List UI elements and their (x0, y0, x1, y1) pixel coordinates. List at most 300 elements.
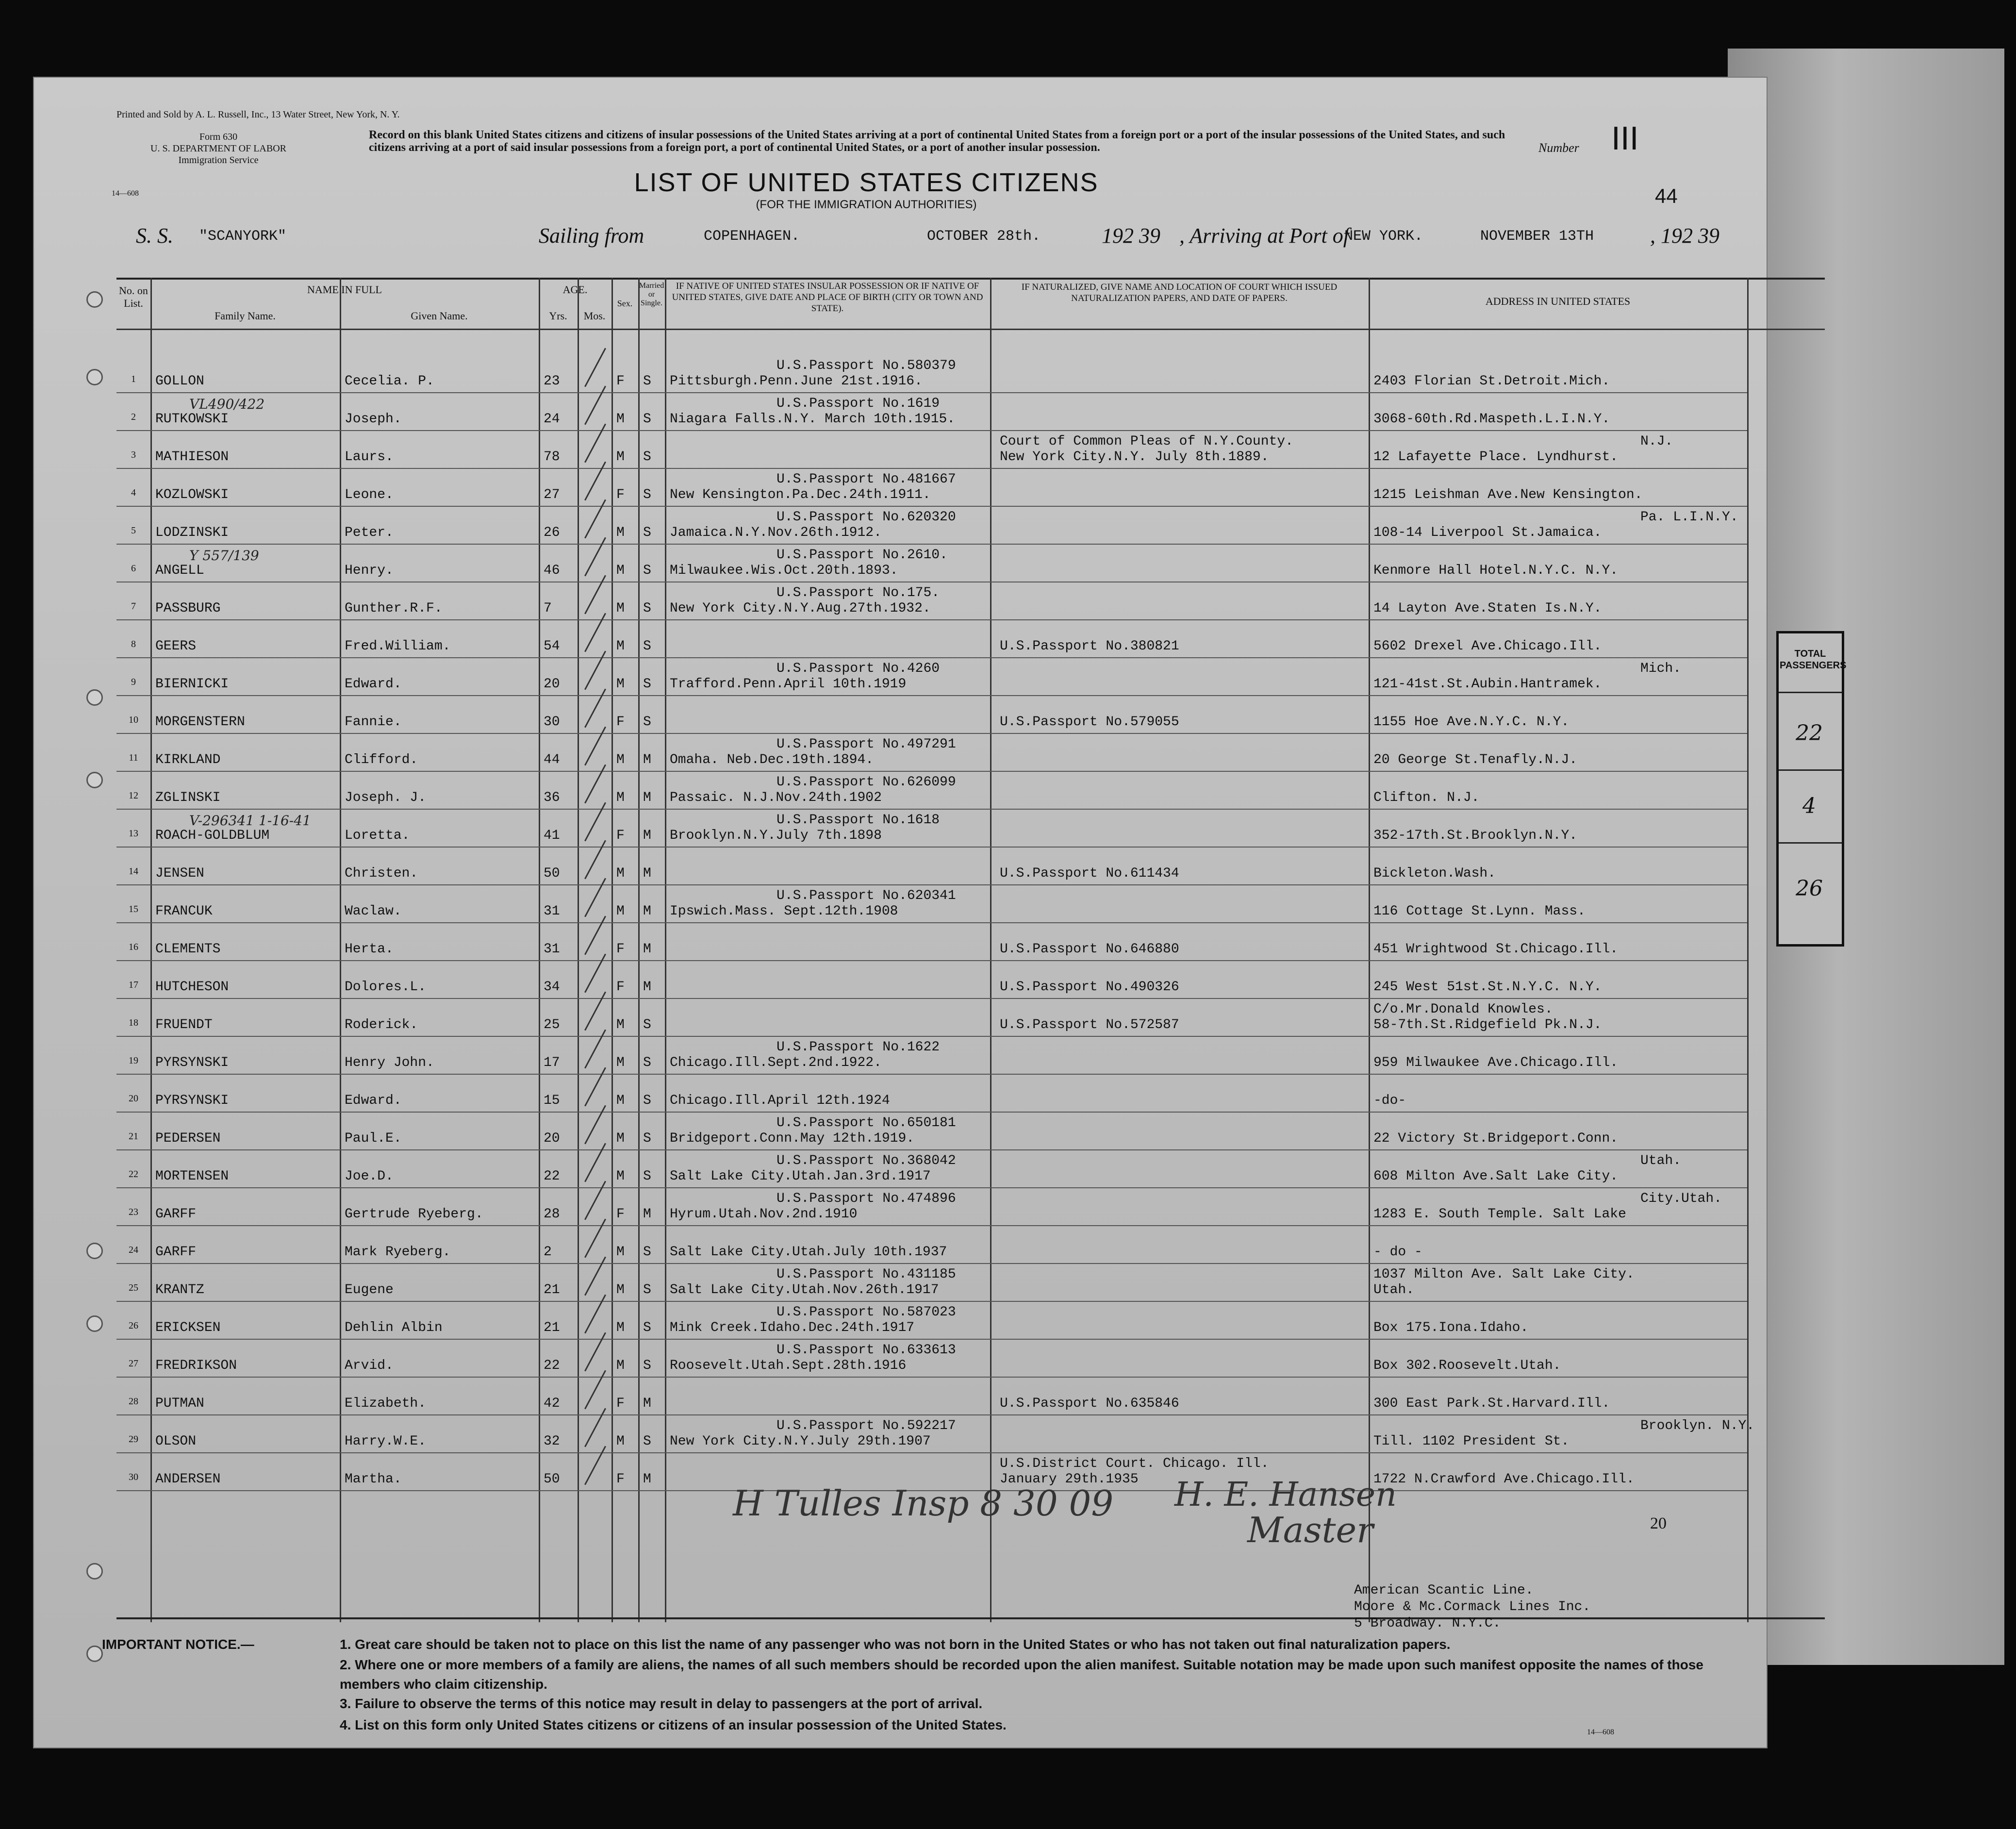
company-line: Moore & Mc.Cormack Lines Inc. (1354, 1599, 1591, 1614)
family-name: ANDERSEN (155, 1472, 221, 1487)
address-line-2: 116 Cottage St.Lynn. Mass. (1373, 904, 1586, 919)
naturalization-detail: New York City.N.Y. July 8th.1889. (1000, 449, 1269, 465)
sex: F (616, 487, 625, 502)
table-row (116, 961, 1747, 999)
totals-label: TOTAL PASSENGERS (1780, 648, 1847, 671)
header-name-in-full: NAME IN FULL (307, 283, 382, 296)
native-passport: U.S.Passport No.1619 (777, 396, 940, 411)
address-line-2: 121-41st.St.Aubin.Hantramek. (1373, 677, 1602, 692)
sex: M (616, 449, 625, 465)
row-number: 9 (131, 677, 136, 687)
service: Immigration Service (178, 155, 259, 166)
age-years: 28 (544, 1207, 560, 1222)
family-name: MORGENSTERN (155, 715, 245, 730)
year-from: 192 39 (1102, 224, 1160, 248)
given-name: Eugene (345, 1282, 394, 1297)
family-name: KOZLOWSKI (155, 487, 229, 502)
family-name: LODZINSKI (155, 525, 229, 540)
family-name: GEERS (155, 639, 197, 654)
age-years: 32 (544, 1434, 560, 1449)
native-birth: Salt Lake City.Utah.Nov.26th.1917 (670, 1282, 939, 1297)
sex: M (616, 1282, 625, 1297)
native-birth: Milwaukee.Wis.Oct.20th.1893. (670, 563, 898, 578)
native-birth: Pittsburgh.Penn.June 21st.1916. (670, 374, 923, 389)
given-name: Fannie. (345, 715, 402, 730)
sex: F (616, 1396, 625, 1411)
header-yrs: Yrs. (549, 310, 567, 322)
ship-name: "SCANYORK" (199, 228, 287, 245)
age-years: 7 (544, 601, 552, 616)
sex: F (616, 715, 625, 730)
address-line-1: Utah. (1640, 1153, 1682, 1168)
marital-status: M (643, 752, 651, 767)
address-line-1: Pa. L.I.N.Y. (1640, 510, 1738, 525)
footer-number: 20 (1650, 1514, 1667, 1532)
marital-status: S (643, 1434, 651, 1449)
address-line-2: - do - (1373, 1245, 1422, 1260)
age-years: 50 (544, 866, 560, 881)
given-name: Edward. (345, 677, 402, 692)
address-line-2: -do- (1373, 1093, 1406, 1108)
family-name: GARFF (155, 1245, 197, 1260)
passenger-table (116, 278, 1825, 1622)
native-passport: U.S.Passport No.587023 (777, 1305, 956, 1320)
given-name: Martha. (345, 1472, 402, 1487)
arriving-label: , Arriving at Port of (1179, 224, 1349, 248)
table-row (116, 1302, 1747, 1340)
family-name: PYRSYNSKI (155, 1055, 229, 1070)
table-row (116, 696, 1747, 734)
age-years: 23 (544, 374, 560, 389)
native-birth: Jamaica.N.Y.Nov.26th.1912. (670, 525, 882, 540)
punch-hole (86, 772, 103, 788)
given-name: Roderick. (345, 1017, 418, 1032)
company-line: 5 Broadway. N.Y.C. (1354, 1616, 1501, 1631)
inspector-signature: H Tulles Insp 8 30 09 (733, 1483, 1114, 1524)
sex: M (616, 412, 625, 427)
address-line-2: 3068-60th.Rd.Maspeth.L.I.N.Y. (1373, 412, 1610, 427)
notice-item-1: 1. Great care should be taken not to place on this list the name of any passenger who was not born in the United States or who has not taken out final naturalization papers. (340, 1637, 1451, 1652)
table-row (116, 507, 1747, 545)
table-row (116, 1340, 1747, 1378)
marital-status: M (643, 1396, 651, 1411)
family-name: KRANTZ (155, 1282, 204, 1297)
marital-status: M (643, 1472, 651, 1487)
total-passengers-box (1776, 631, 1847, 947)
marital-status: S (643, 601, 651, 616)
totals-divider (1779, 769, 1842, 771)
native-birth: New York City.N.Y.July 29th.1907 (670, 1434, 931, 1449)
row-number: 19 (129, 1055, 138, 1066)
age-years: 36 (544, 790, 560, 805)
native-passport: U.S.Passport No.580379 (777, 358, 956, 373)
table-row (116, 545, 1747, 582)
given-name: Elizabeth. (345, 1396, 427, 1411)
address-line-2: Box 175.Iona.Idaho. (1373, 1320, 1529, 1335)
header-age: AGE. (562, 283, 588, 296)
given-name: Peter. (345, 525, 394, 540)
age-years: 27 (544, 487, 560, 502)
handwritten-annotation: VL490/422 (189, 396, 265, 412)
address-line-2: 451 Wrightwood St.Chicago.Ill. (1373, 942, 1619, 957)
native-birth: Salt Lake City.Utah.July 10th.1937 (670, 1245, 947, 1260)
table-row (116, 620, 1747, 658)
marital-status: M (643, 866, 651, 881)
age-years: 46 (544, 563, 560, 578)
sex: M (616, 1017, 625, 1032)
given-name: Paul.E. (345, 1131, 402, 1146)
family-name: JENSEN (155, 866, 204, 881)
address-line-2: 12 Lafayette Place. Lyndhurst. (1373, 449, 1619, 465)
family-name: PEDERSEN (155, 1131, 221, 1146)
naturalization-detail: U.S.Passport No.572587 (1000, 1017, 1179, 1032)
given-name: Mark Ryeberg. (345, 1245, 451, 1260)
manifest-sheet (34, 78, 1767, 1747)
form-info (107, 131, 330, 166)
family-name: CLEMENTS (155, 942, 221, 957)
header-bottom-rule (116, 329, 1825, 330)
row-number: 5 (131, 525, 136, 536)
punch-hole (86, 1563, 103, 1580)
native-birth: Brooklyn.N.Y.July 7th.1898 (670, 828, 882, 843)
marital-status: S (643, 1320, 651, 1335)
naturalization-detail: U.S.Passport No.380821 (1000, 639, 1179, 654)
family-name: ROACH-GOLDBLUM (155, 828, 270, 843)
table-row (116, 431, 1747, 469)
table-top-rule (116, 278, 1825, 280)
family-name: PASSBURG (155, 601, 221, 616)
given-name: Joe.D. (345, 1169, 394, 1184)
address-line-1: N.J. (1640, 434, 1673, 449)
address-line-2: Kenmore Hall Hotel.N.Y.C. N.Y. (1373, 563, 1619, 578)
address-line-2: 1215 Leishman Ave.New Kensington. (1373, 487, 1643, 502)
given-name: Gertrude Ryeberg. (345, 1207, 483, 1222)
table-row (116, 1113, 1747, 1150)
native-passport: U.S.Passport No.175. (777, 585, 940, 600)
printer-credit: Printed and Sold by A. L. Russell, Inc., 13 Water Street, New York, N. Y. (116, 109, 400, 120)
bottom-form-code: 14—608 (1587, 1728, 1614, 1736)
marital-status: S (643, 677, 651, 692)
marital-status: S (643, 1017, 651, 1032)
table-row (116, 1075, 1747, 1113)
age-years: 31 (544, 904, 560, 919)
row-number: 28 (129, 1396, 138, 1407)
master-title: Master (1247, 1510, 1373, 1550)
given-name: Laurs. (345, 449, 394, 465)
row-number: 15 (129, 904, 138, 914)
row-number: 13 (129, 828, 138, 839)
table-row (116, 1037, 1747, 1075)
punch-hole (86, 1315, 103, 1332)
naturalization-detail: U.S.Passport No.611434 (1000, 866, 1179, 881)
number-label: Number (1538, 141, 1579, 155)
given-name: Edward. (345, 1093, 402, 1108)
port-to: NEW YORK. (1344, 228, 1423, 245)
sex: M (616, 639, 625, 654)
address-line-2: 58-7th.St.Ridgefield Pk.N.J. (1373, 1017, 1602, 1032)
marital-status: S (643, 1093, 651, 1108)
notice-item-4: 4. List on this form only United States citizens or citizens of an insular possession of the United States. (340, 1717, 1007, 1732)
given-name: Henry John. (345, 1055, 434, 1070)
address-line-1: Brooklyn. N.Y. (1640, 1418, 1755, 1433)
header-mos: Mos. (583, 310, 606, 322)
age-years: 34 (544, 980, 560, 995)
row-number: 23 (129, 1207, 138, 1217)
page-number: 44 (1655, 184, 1678, 207)
family-name: HUTCHESON (155, 980, 229, 995)
table-row (116, 355, 1747, 393)
marital-status: M (643, 790, 651, 805)
native-passport: U.S.Passport No.474896 (777, 1191, 956, 1206)
native-birth: Mink Creek.Idaho.Dec.24th.1917 (670, 1320, 915, 1335)
header-married: Married or Single. (639, 282, 664, 307)
family-name: OLSON (155, 1434, 197, 1449)
sailing-from-label: Sailing from (539, 224, 644, 248)
marital-status: M (643, 1207, 651, 1222)
native-birth: New Kensington.Pa.Dec.24th.1911. (670, 487, 931, 502)
date-from: OCTOBER 28th. (927, 228, 1041, 245)
sex: M (616, 601, 625, 616)
punch-hole (86, 1243, 103, 1259)
family-name: ANGELL (155, 563, 204, 578)
punch-hole (86, 369, 103, 385)
native-passport: U.S.Passport No.481667 (777, 472, 956, 487)
marital-status: S (643, 1055, 651, 1070)
address-line-2: 108-14 Liverpool St.Jamaica. (1373, 525, 1602, 540)
totals-divider (1779, 692, 1842, 693)
given-name: Joseph. J. (345, 790, 427, 805)
given-name: Herta. (345, 942, 394, 957)
native-birth: Roosevelt.Utah.Sept.28th.1916 (670, 1358, 907, 1373)
row-number: 8 (131, 639, 136, 649)
address-line-2: 14 Layton Ave.Staten Is.N.Y. (1373, 601, 1602, 616)
given-name: Joseph. (345, 412, 402, 427)
naturalization-court: U.S.District Court. Chicago. Ill. (1000, 1456, 1269, 1471)
native-passport: U.S.Passport No.368042 (777, 1153, 956, 1168)
given-name: Cecelia. P. (345, 374, 434, 389)
native-passport: U.S.Passport No.4260 (777, 661, 940, 676)
row-number: 4 (131, 487, 136, 498)
native-passport: U.S.Passport No.633613 (777, 1343, 956, 1358)
totals-citizens: 22 (1796, 721, 1823, 746)
form-code: 14—608 (112, 189, 139, 198)
address-line-2: 1722 N.Crawford Ave.Chicago.Ill. (1373, 1472, 1635, 1487)
punch-hole (86, 689, 103, 706)
year-to: , 192 39 (1650, 224, 1719, 248)
address-line-1: C/o.Mr.Donald Knowles. (1373, 1002, 1553, 1017)
header-given-name: Given Name. (411, 310, 468, 322)
department: U. S. DEPARTMENT OF LABOR (150, 143, 286, 154)
marital-status: S (643, 715, 651, 730)
table-row (116, 582, 1747, 620)
sex: F (616, 374, 625, 389)
marital-status: S (643, 412, 651, 427)
row-number: 17 (129, 980, 138, 990)
punch-hole (86, 291, 103, 308)
native-birth: Passaic. N.J.Nov.24th.1902 (670, 790, 882, 805)
given-name: Waclaw. (345, 904, 402, 919)
age-years: 26 (544, 525, 560, 540)
native-passport: U.S.Passport No.1622 (777, 1040, 940, 1055)
age-years: 54 (544, 639, 560, 654)
ditto-stroke (584, 348, 606, 387)
master-signature: H. E. Hansen (1174, 1476, 1397, 1514)
native-passport: U.S.Passport No.2610. (777, 548, 948, 563)
marital-status: M (643, 904, 651, 919)
age-years: 2 (544, 1245, 552, 1260)
ss-label: S. S. (136, 224, 173, 248)
marital-status: S (643, 1282, 651, 1297)
family-name: GARFF (155, 1207, 197, 1222)
address-line-2: Bickleton.Wash. (1373, 866, 1496, 881)
address-line-2: Till. 1102 President St. (1373, 1434, 1570, 1449)
table-row (116, 1264, 1747, 1302)
given-name: Gunther.R.F. (345, 601, 443, 616)
given-name: Dehlin Albin (345, 1320, 443, 1335)
form-number: Form 630 (199, 132, 238, 142)
address-line-2: Clifton. N.J. (1373, 790, 1480, 805)
page-subtitle: (FOR THE IMMIGRATION AUTHORITIES) (756, 198, 977, 211)
row-number: 11 (129, 752, 138, 763)
record-instructions: Record on this blank United States citizens and citizens of insular possessions of the United States arriving at a port of continental United States from a foreign port or a port of the insular possessions of the United States, and such citizens arriving at a port of said insular possessions from a foreign port, a port of continental United States, or a port of another insular possession. (369, 129, 1505, 154)
row-number: 6 (131, 563, 136, 574)
native-birth: Trafford.Penn.April 10th.1919 (670, 677, 907, 692)
table-row (116, 1415, 1755, 1453)
sex: F (616, 980, 625, 995)
native-passport: U.S.Passport No.620320 (777, 510, 956, 525)
marital-status: S (643, 1169, 651, 1184)
sex: M (616, 1169, 625, 1184)
age-years: 24 (544, 412, 560, 427)
age-years: 44 (544, 752, 560, 767)
table-row (116, 772, 1747, 810)
native-birth: Omaha. Neb.Dec.19th.1894. (670, 752, 874, 767)
naturalization-detail: January 29th.1935 (1000, 1472, 1139, 1487)
family-name: RUTKOWSKI (155, 412, 229, 427)
port-from: COPENHAGEN. (704, 228, 800, 245)
naturalization-court: Court of Common Pleas of N.Y.County. (1000, 434, 1293, 449)
native-birth: Chicago.Ill.April 12th.1924 (670, 1093, 890, 1108)
sex: M (616, 525, 625, 540)
row-number: 2 (131, 412, 136, 422)
row-number: 1 (131, 374, 136, 384)
handwritten-annotation: V-296341 1-16-41 (189, 813, 311, 829)
family-name: FREDRIKSON (155, 1358, 237, 1373)
marital-status: S (643, 1131, 651, 1146)
address-line-2: 300 East Park.St.Harvard.Ill. (1373, 1396, 1610, 1411)
row-number: 27 (129, 1358, 138, 1369)
header-sex: Sex. (617, 299, 633, 308)
age-years: 41 (544, 828, 560, 843)
address-line-1: City.Utah. (1640, 1191, 1722, 1206)
age-years: 17 (544, 1055, 560, 1070)
marital-status: M (643, 828, 651, 843)
age-years: 31 (544, 942, 560, 957)
family-name: MORTENSEN (155, 1169, 229, 1184)
row-number: 25 (129, 1282, 138, 1293)
native-passport: U.S.Passport No.592217 (777, 1418, 956, 1433)
address-line-1: 1037 Milton Ave. Salt Lake City. (1373, 1267, 1635, 1282)
native-birth: Salt Lake City.Utah.Jan.3rd.1917 (670, 1169, 931, 1184)
table-row (116, 658, 1747, 696)
age-years: 50 (544, 1472, 560, 1487)
address-line-2: 20 George St.Tenafly.N.J. (1373, 752, 1578, 767)
marital-status: S (643, 639, 651, 654)
given-name: Christen. (345, 866, 418, 881)
row-number: 14 (129, 866, 138, 877)
sex: M (616, 1320, 625, 1335)
given-name: Fred.William. (345, 639, 451, 654)
header-address: ADDRESS IN UNITED STATES (1485, 295, 1631, 307)
company-line: American Scantic Line. (1354, 1583, 1534, 1598)
family-name: PUTMAN (155, 1396, 204, 1411)
table-row (116, 885, 1747, 923)
row-number: 26 (129, 1320, 138, 1331)
age-years: 42 (544, 1396, 560, 1411)
row-number: 29 (129, 1434, 138, 1445)
given-name: Loretta. (345, 828, 410, 843)
address-line-2: 1283 E. South Temple. Salt Lake (1373, 1207, 1626, 1222)
address-line-2: 1155 Hoe Ave.N.Y.C. N.Y. (1373, 715, 1570, 730)
address-line-2: Box 302.Roosevelt.Utah. (1373, 1358, 1561, 1373)
age-years: 15 (544, 1093, 560, 1108)
address-line-2: 5602 Drexel Ave.Chicago.Ill. (1373, 639, 1602, 654)
notice-label: IMPORTANT NOTICE.— (102, 1637, 254, 1652)
family-name: MATHIESON (155, 449, 229, 465)
table-row (116, 1150, 1747, 1188)
punch-hole (86, 1646, 103, 1662)
age-years: 20 (544, 1131, 560, 1146)
native-birth: Hyrum.Utah.Nov.2nd.1910 (670, 1207, 858, 1222)
age-years: 21 (544, 1282, 560, 1297)
sex: M (616, 1055, 625, 1070)
table-row (116, 393, 1747, 431)
family-name: FRUENDT (155, 1017, 213, 1032)
row-number: 20 (129, 1093, 138, 1104)
row-number: 10 (129, 715, 138, 725)
sex: M (616, 1093, 625, 1108)
marital-status: M (643, 980, 651, 995)
row-number: 18 (129, 1017, 138, 1028)
header-native: IF NATIVE OF UNITED STATES INSULAR POSSESSION OR IF NATIVE OF UNITED STATES, GIVE DATE AND PLACE OF BIRTH (CITY OR TOWN AND STATE). (672, 281, 983, 314)
handwritten-annotation: Y 557/139 (189, 548, 259, 564)
marital-status: S (643, 487, 651, 502)
given-name: Arvid. (345, 1358, 394, 1373)
naturalization-detail: U.S.Passport No.490326 (1000, 980, 1179, 995)
address-line-2: 2403 Florian St.Detroit.Mich. (1373, 374, 1610, 389)
given-name: Henry. (345, 563, 394, 578)
table-row (116, 810, 1747, 848)
family-name: ERICKSEN (155, 1320, 221, 1335)
native-passport: U.S.Passport No.1618 (777, 813, 940, 828)
given-name: Clifford. (345, 752, 418, 767)
list-number: III (1611, 121, 1639, 157)
native-passport: U.S.Passport No.626099 (777, 775, 956, 790)
row-number: 3 (131, 449, 136, 460)
sex: F (616, 942, 625, 957)
age-years: 30 (544, 715, 560, 730)
row-number: 16 (129, 942, 138, 952)
marital-status: S (643, 449, 651, 465)
notice-item-2: 2. Where one or more members of a family are aliens, the names of all such members should be recorded upon the alien manifest. Suitable notation may be made upon such manifest opposite the names of those members who claim citizenship. (340, 1657, 1703, 1692)
sex: M (616, 1245, 625, 1260)
sex: M (616, 1358, 625, 1373)
native-birth: Bridgeport.Conn.May 12th.1919. (670, 1131, 915, 1146)
table-row (116, 1188, 1747, 1226)
header-no: No. on List. (119, 284, 148, 309)
totals-divider (1779, 842, 1842, 844)
date-to: NOVEMBER 13TH (1480, 228, 1594, 245)
